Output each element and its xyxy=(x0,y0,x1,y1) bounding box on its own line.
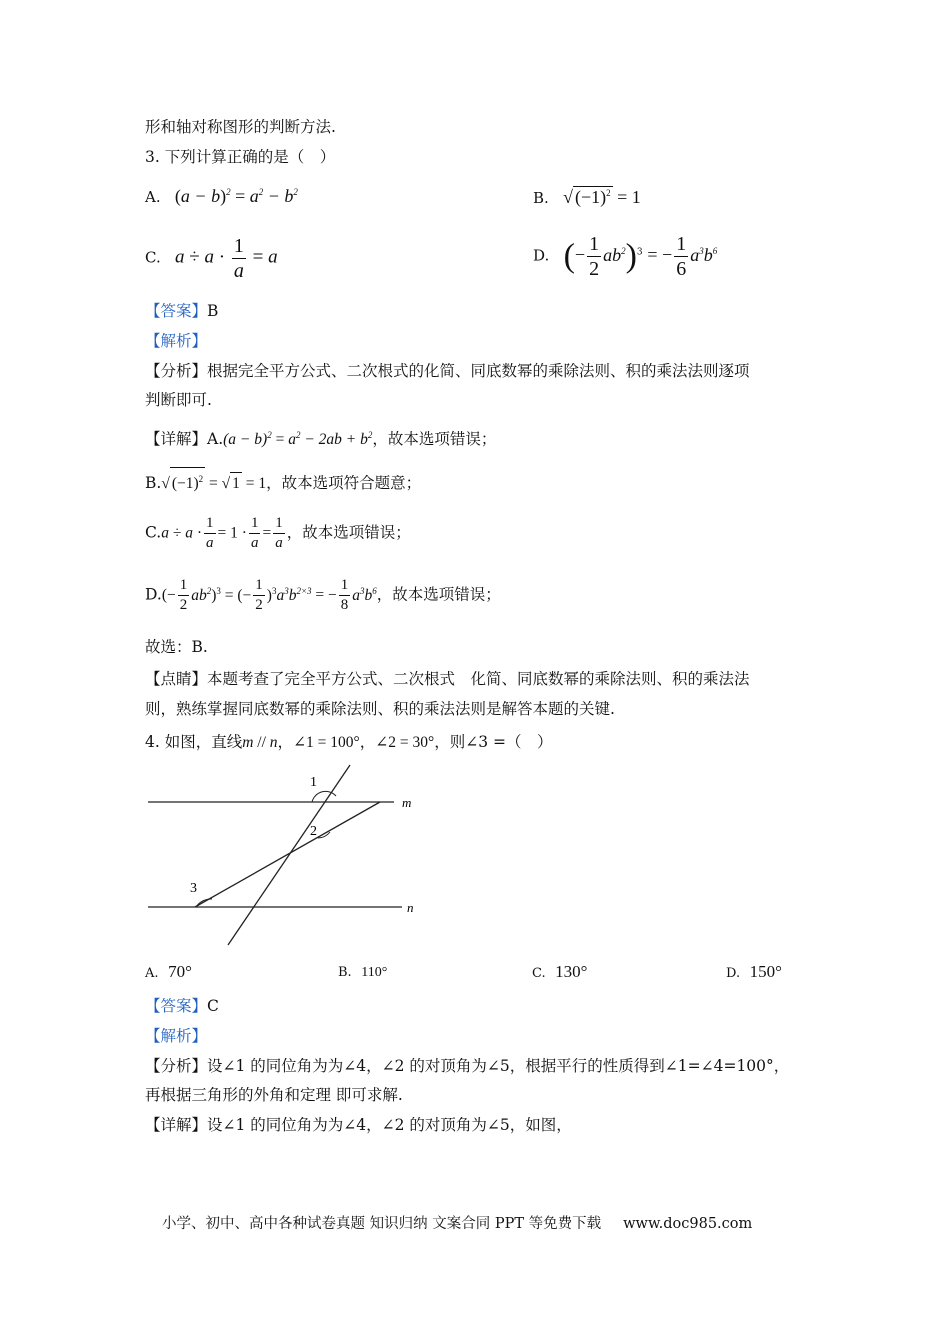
q3-dianjing-line2: 则，熟练掌握同底数幂的乘除法则、积的乘法法则是解答本题的关键. xyxy=(145,700,615,718)
q3-fenxi-line2: 判断即可. xyxy=(145,391,212,409)
footer-url[interactable]: www.doc985.com xyxy=(623,1216,753,1232)
angle-2-arc xyxy=(318,832,330,838)
q3-step-b: B.√ $(-1)^2$ = √ 1 = 1，故本选项符合题意； xyxy=(145,467,421,495)
label-m: m xyxy=(402,795,412,810)
q3-fenxi-line1: 【分析】根据完全平方公式、二次根式的化简、同底数幂的乘除法则、积的乘法法则逐项 xyxy=(145,362,750,380)
q3-answer: 【答案】B xyxy=(145,302,219,320)
q3-step-d: D.(− $\frac{1}{2}$ $ab^2)^3$ = (− $\frac{1}{2}$ )$^3a^3b^{2\times 3}$ = − $\frac{1}{8}$ $a^3b^6$，故本选项错误； xyxy=(145,577,501,613)
q4-stem: 4. 如图，直线m // n，∠1 = 100°，∠2 = 30°，则∠3 =（ ） xyxy=(145,733,553,751)
label-3: 3 xyxy=(190,881,197,896)
q3-dianjing-line1: 【点睛】本题考查了完全平方公式、二次根式 化简、同底数幂的乘除法则、积的乘法法 xyxy=(145,670,750,688)
page-footer xyxy=(162,1212,752,1233)
transversal-2 xyxy=(195,802,380,907)
q3-option-d: D. (− $\frac{1}{2}$ $ab^2)^3$ = − $\frac{1}{6}$ $a^3b^6$ xyxy=(533,233,718,280)
q3-option-b: B. √ $(-1)^2 = 1$ xyxy=(533,187,641,207)
q3-conclusion: 故选：B. xyxy=(145,638,208,656)
q4-fenxi-line2: 再根据三角形的外角和定理 即可求解. xyxy=(145,1086,403,1104)
label-n: n xyxy=(407,900,414,915)
q4-fenxi-line1: 【分析】设∠1 的同位角为为∠4，∠2 的对顶角为∠5，根据平行的性质得到∠1=∠4=100°， xyxy=(145,1057,790,1075)
parallel-lines-figure xyxy=(140,760,440,950)
q4-option-d: D. 150° xyxy=(726,962,782,981)
footer-text: 小学、初中、高中各种试卷真题 知识归纳 文案合同 PPT 等免费下载 xyxy=(162,1216,602,1232)
q4-xiangjie: 【详解】设∠1 的同位角为为∠4，∠2 的对顶角为∠5，如图， xyxy=(145,1116,572,1134)
q4-answer: 【答案】C xyxy=(145,997,219,1015)
q3-step-a: 【详解】$A.(a - b)^2 = a^2 - 2ab + b^2$，故本选项错误； xyxy=(145,430,497,449)
q3-option-c: C. a ÷ a · $\frac{1}{a}$ = a xyxy=(145,235,278,282)
intro-line: 形和轴对称图形的判断方法. xyxy=(145,118,336,136)
transversal-1 xyxy=(228,765,350,945)
q3-step-c: C.a ÷ a · $\frac{1}{a}$ = 1 · $\frac{1}{a}$ = $\frac{1}{a}$ ，故本选项错误； xyxy=(145,515,411,551)
q4-option-a: A. 70° xyxy=(145,962,192,981)
label-1: 1 xyxy=(310,775,317,790)
label-2: 2 xyxy=(310,824,317,839)
q3-option-a: A. $(a - b)^2 = a^2 - b^2$ xyxy=(145,186,298,206)
q3-stem: 3. 下列计算正确的是（ ） xyxy=(145,148,336,166)
q4-jiexi: 【解析】 xyxy=(145,1027,208,1045)
angle-1-arc xyxy=(312,791,336,802)
q4-option-b: B. 110° xyxy=(338,965,388,980)
q3-jiexi: 【解析】 xyxy=(145,332,208,350)
q4-option-c: C. 130° xyxy=(532,962,588,981)
